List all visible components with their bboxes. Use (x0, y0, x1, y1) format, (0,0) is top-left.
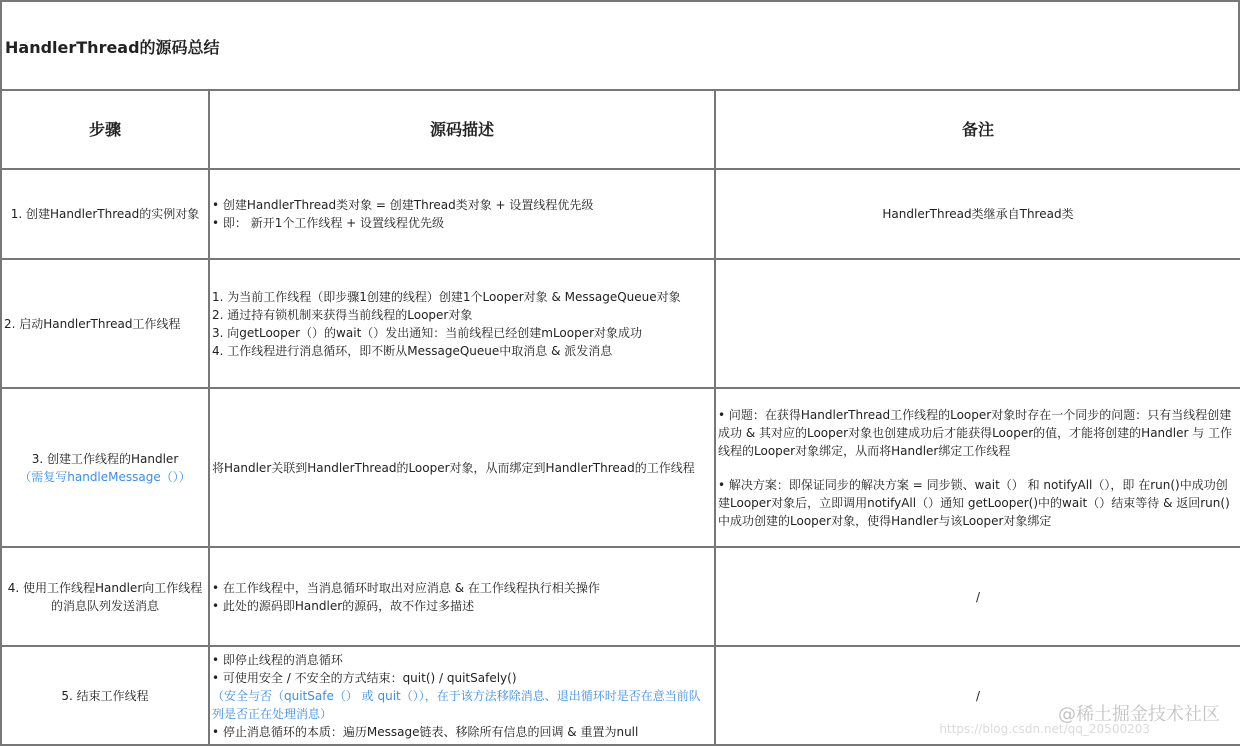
desc-cell (209, 547, 715, 646)
note-cell: / (715, 547, 1240, 646)
note-cell (715, 388, 1240, 547)
desc-cell (209, 169, 715, 259)
desc-line: 3. 向getLooper（）的wait（）发出通知：当前线程已经创建mLooper对象成功 (212, 325, 643, 340)
step-cell: 2. 启动HandlerThread工作线程 (1, 259, 209, 388)
table-row (1, 547, 1240, 646)
step-cell: 5. 结束工作线程 (1, 646, 209, 745)
desc-line: • 创建HandlerThread类对象 = 创建Thread类对象 + 设置线程优先级 (212, 198, 594, 212)
note-solution: • 解决方案：即保证同步的解决方案 = 同步锁、wait（） 和 notifyAll（），即 在run()中成功创建Looper对象后，立即调用notifyAll（）通知 getLooper()中的wait（）结束等待 & 返回run()中成功创建的Looper对象，使得Handler与该Looper对象绑定 (718, 477, 1230, 528)
desc-line: • 即停止线程的消息循环 (212, 652, 343, 667)
note-cell (715, 259, 1240, 388)
step-cell: 4. 使用工作线程Handler向工作线程的消息队列发送消息 (1, 547, 209, 646)
desc-cell: 将Handler关联到HandlerThread的Looper对象，从而绑定到HandlerThread的工作线程 (209, 388, 715, 547)
table-row (1, 388, 1240, 547)
desc-line: 4. 工作线程进行消息循环，即不断从MessageQueue中取消息 & 派发消息 (212, 343, 613, 358)
step-cell (1, 388, 209, 547)
desc-line: • 即： 新开1个工作线程 + 设置线程优先级 (212, 216, 445, 230)
table-row (1, 169, 1240, 259)
header-desc: 源码描述 (209, 90, 715, 169)
table-row (1, 259, 1240, 388)
page-title: HandlerThread的源码总结 (0, 0, 1240, 90)
desc-line: 2. 通过持有锁机制来获得当前线程的Looper对象 (212, 307, 473, 322)
header-step: 步骤 (1, 90, 209, 169)
watermark-url: https://blog.csdn.net/qq_20500203 (939, 722, 1150, 736)
desc-line: 1. 为当前工作线程（即步骤1创建的线程）创建1个Looper对象 & MessageQueue对象 (212, 289, 681, 304)
note-problem: • 问题：在获得HandlerThread工作线程的Looper对象时存在一个同步的问题：只有当线程创建成功 & 其对应的Looper对象也创建成功后才能获得Looper的值，才能将创建的Handler 与 工作线程的Looper对象绑定，从而将Handler绑定工作线程 (718, 407, 1233, 458)
step-label: 3. 创建工作线程的Handler (31, 451, 179, 466)
desc-line: • 可使用安全 / 不安全的方式结束：quit() / quitSafely() (212, 670, 517, 685)
step-cell: 1. 创建HandlerThread的实例对象 (1, 169, 209, 259)
summary-table (0, 89, 1240, 746)
watermark: @稀土掘金技术社区 (1058, 704, 1220, 725)
desc-line: • 停止消息循环的本质：遍历Message链表、移除所有信息的回调 & 重置为null (212, 724, 639, 739)
note-cell: / (715, 646, 1240, 745)
note-cell: HandlerThread类继承自Thread类 (715, 169, 1240, 259)
desc-line: • 此处的源码即Handler的源码，故不作过多描述 (212, 598, 475, 613)
table-header-row (1, 90, 1240, 169)
desc-note: （安全与否（quitSafe（） 或 quit（）），在于该方法移除消息、退出循环时是否在意当前队列是否正在处理消息） (212, 688, 701, 721)
step-note: （需复写handleMessage（）） (19, 469, 191, 484)
desc-cell (209, 646, 715, 745)
desc-cell (209, 259, 715, 388)
desc-line: • 在工作线程中，当消息循环时取出对应消息 & 在工作线程执行相关操作 (212, 580, 600, 595)
header-note: 备注 (715, 90, 1240, 169)
